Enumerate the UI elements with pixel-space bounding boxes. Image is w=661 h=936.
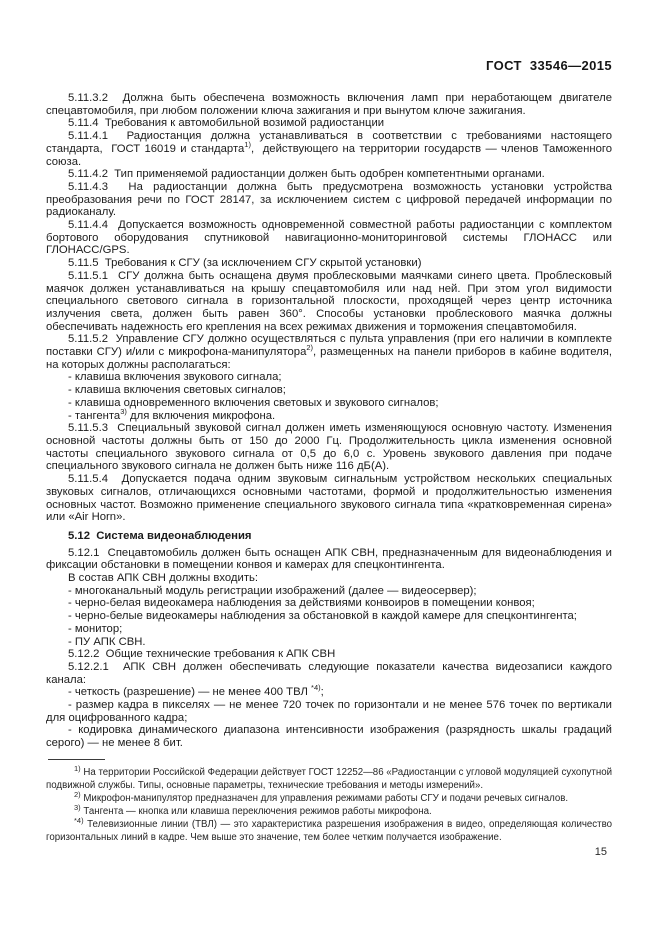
paragraph xyxy=(46,547,612,572)
text-run: - клавиша включения звукового сигнала; xyxy=(68,371,282,384)
footnote-marker: 2) xyxy=(74,789,81,799)
footnote-list xyxy=(46,763,612,845)
text-run: 5.12.2 Общие технические требования к АПК СВН xyxy=(68,648,336,661)
paragraph xyxy=(46,610,612,623)
footnote-text: Микрофон-манипулятор предназначен для управления режимами работы СГУ и подачи речевых сигналов. xyxy=(80,793,569,805)
text-run: 5.11.4.3 На радиостанции должна быть предусмотрена возможность установки устройства преобразования речи по ГОСТ 28147, за исключением систем с цифровой передачей информации по радиоканалу. xyxy=(46,180,612,219)
footnote-ref: 3) xyxy=(120,406,127,416)
section-heading xyxy=(46,530,612,543)
text-run: - тангента xyxy=(68,409,121,422)
text-run: - кодировка динамического диапазона интенсивности изображения (разрядность шкалы градаций серого) — не менее 8 бит. xyxy=(46,724,612,750)
footnote xyxy=(46,763,612,792)
paragraph xyxy=(46,270,612,334)
paragraph xyxy=(46,219,612,257)
footnote-text: Телевизионные линии (ТВЛ) — это характеристика разрешения изображения в видео, определяющая количество горизонтальных линий в кадре. Чем выше это значение, тем более четким получается изображение. xyxy=(46,819,612,844)
text-run: В состав АПК СВН должны входить: xyxy=(68,572,259,585)
text-run: 5.11.5.1 СГУ должна быть оснащена двумя проблесковыми маячками синего цвета. Проблесковый маячок должен устанавливаться на крышу спецавтомобиля или над ней. При этом угол видимости специального светового сигнала в горизонтальной плоскости, проходящей через центр источника излучения света, должен быть равен 360°. Способы установки проблескового маячка должны обеспечивать надежность его крепления на всех режимах движения и торможения спецавтомобиля. xyxy=(46,269,612,333)
text-run: 5.11.5.4 Допускается подача одним звуковым сигнальным устройством нескольких специальных звуковых сигналов, отличающихся основными частотами, формой и продолжительностью изменения основных частот. Возможно применение специального звукового сигнала типа «кратковременная сирена» или «Air Horn». xyxy=(46,473,612,524)
paragraph xyxy=(46,117,612,130)
footnote xyxy=(46,802,612,818)
text-run: ; xyxy=(320,686,324,699)
footnote-ref: 2) xyxy=(306,343,314,353)
paragraph xyxy=(46,572,612,585)
footnote xyxy=(46,789,612,805)
footnote-text: На территории Российской Федерации действует ГОСТ 12252—86 «Радиостанции с угловой модуляцией сухопутной подвижной службы. Типы, основные параметры, технические требования и методы измерений». xyxy=(46,766,612,791)
text-run: - монитор; xyxy=(68,622,123,635)
text-run: 5.12 Система видеонаблюдения xyxy=(68,529,252,542)
text-run: - размер кадра в пикселях — не менее 720 точек по горизонтали и не менее 576 точек по вертикали для оцифрованного кадра; xyxy=(46,699,612,724)
text-run: - клавиша включения световых сигналов; xyxy=(68,384,286,397)
footnote-marker: 1) xyxy=(74,763,81,773)
footnote-separator xyxy=(48,759,105,760)
paragraph xyxy=(46,473,612,524)
paragraph xyxy=(46,661,612,686)
document-body xyxy=(0,73,661,750)
text-run: 5.11.4.1 Радиостанция должна устанавливаться в соответствии с требованиями настоящего стандарта, ГОСТ 16019 и стандарта xyxy=(46,130,612,155)
paragraph xyxy=(46,130,612,168)
paragraph xyxy=(46,623,612,636)
paragraph xyxy=(46,371,612,384)
paragraph xyxy=(46,422,612,473)
paragraph xyxy=(46,406,612,423)
paragraph xyxy=(46,92,612,117)
text-run: 5.12.1 Спецавтомобиль должен быть оснащен АПК СВН, предназначенным для видеонаблюдения и фиксации обстановки в помещении конвоя и камерах для спецконтингента. xyxy=(46,546,612,572)
text-run: - многоканальный модуль регистрации изображений (далее — видеосервер); xyxy=(68,584,477,597)
text-run: - черно-белая видеокамера наблюдения за действиями конвоиров в помещении конвоя; xyxy=(68,597,535,610)
footnote-section xyxy=(0,759,661,845)
text-run: 5.11.5 Требования к СГУ (за исключением СГУ скрытой установки) xyxy=(68,257,422,270)
footnote xyxy=(46,818,612,844)
paragraph xyxy=(46,257,612,270)
text-run: 5.11.4.4 Допускается возможность одновременной совместной работы радиостанции с комплектом бортового оборудования спутниковой навигационно-мониторинговой системы ГЛОНАСС или ГЛОНАСС/GPS. xyxy=(46,219,612,257)
document-code: ГОСТ 33546—2015 xyxy=(485,58,612,73)
running-header xyxy=(0,0,661,73)
text-run: - четкость (разрешение) — не менее 400 ТВЛ xyxy=(68,686,312,699)
paragraph xyxy=(46,384,612,397)
footnote-ref: *4) xyxy=(311,683,321,693)
footnote-ref: 1) xyxy=(244,140,251,150)
text-run: 5.11.4 Требования к автомобильной возимой радиостанции xyxy=(68,117,385,130)
paragraph xyxy=(46,181,612,219)
page-number: 15 xyxy=(594,846,607,858)
text-run: 5.11.5.2 Управление СГУ должно осуществляться с пульта управления (при его наличии в комплекте поставки СГУ) и/или с микрофона-манипулятора xyxy=(46,333,612,359)
footnote-marker: *4) xyxy=(74,816,84,825)
text-run: - черно-белые видеокамеры наблюдения за обстановкой в каждой камере для спецконтингента; xyxy=(68,610,577,623)
paragraph xyxy=(46,585,612,598)
text-run: - клавиша одновременного включения световых и звукового сигналов; xyxy=(68,396,439,409)
text-run: 5.12.2.1 АПК СВН должен обеспечивать следующие показатели качества видеозаписи каждого канала: xyxy=(46,660,612,686)
footnote-text: Тангента — кнопка или клавиша переключения режимов работы микрофона. xyxy=(80,806,432,818)
text-run: 5.11.3.2 Должна быть обеспечена возможность включения ламп при неработающем двигателе спецавтомобиля, при любом положении ключа зажигания и при вынутом ключе зажигания. xyxy=(46,92,612,117)
text-run: , действующего на территории государств — членов Таможенного союза. xyxy=(46,142,613,168)
paragraph xyxy=(46,397,612,410)
text-run: , размещенных на панели приборов в кабине водителя, на которых должны располагаться: xyxy=(46,346,612,371)
paragraph xyxy=(46,724,612,749)
text-run: 5.11.5.3 Специальный звуковой сигнал должен иметь изменяющуюся основную частоту. Изменения основной частоты должны быть от 150 до 2000 Гц. Продолжительность цикла изменения основной частоты специального звукового сигнала от 0,5 до 6,0 с. Уровень звукового давления при подаче специального звукового сигнала не должен быть ниже 116 дБ(А). xyxy=(46,422,612,473)
paragraph xyxy=(46,168,612,181)
paragraph xyxy=(46,597,612,610)
text-run: - ПУ АПК СВН. xyxy=(68,635,146,648)
paragraph xyxy=(46,636,612,649)
footnote-marker: 3) xyxy=(74,802,81,812)
text-run: 5.11.4.2 Тип применяемой радиостанции должен быть одобрен компетентными органами. xyxy=(68,168,545,181)
paragraph xyxy=(46,683,612,699)
paragraph xyxy=(46,648,612,661)
paragraph xyxy=(46,699,612,724)
paragraph xyxy=(46,333,612,371)
text-run: для включения микрофона. xyxy=(126,409,276,422)
